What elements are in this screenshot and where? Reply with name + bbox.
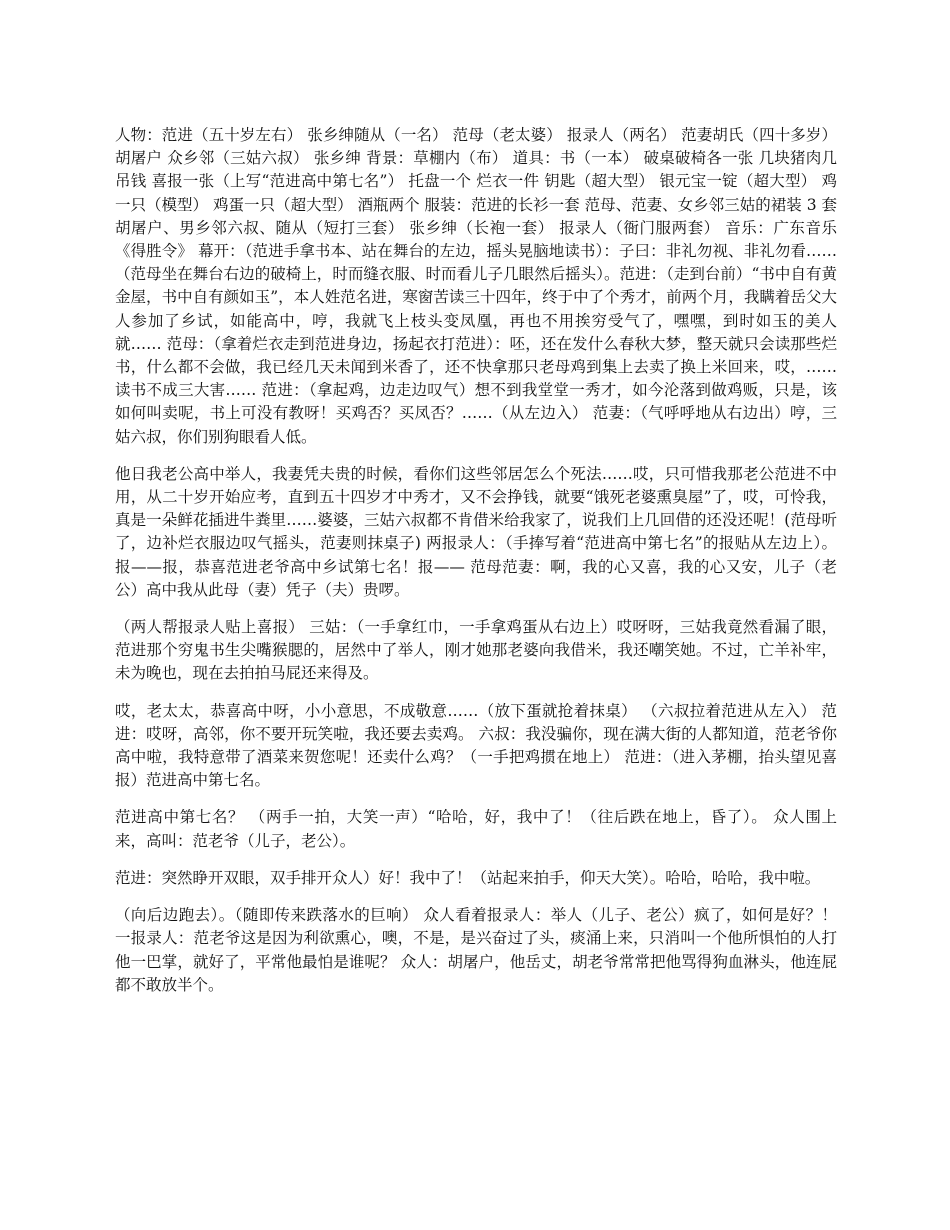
paragraph-1: 人物：范进（五十岁左右） 张乡绅随从（一名） 范母（老太婆） 报录人（两名） 范妻胡氏（四十多岁） 胡屠户 众乡邻（三姑六叔） 张乡绅 背景：草棚内（布） 道具：书（一本） 破桌破椅各一张 几块猪肉几吊钱 喜报一张（上写“范进高中第七名”） 托盘一个 烂衣一件 钥匙（超大型） 银元宝一锭（超大型） 鸡一只（模型） 鸡蛋一只（超大型） 酒瓶两个 服装：范进的长衫一套 范母、范妻、女乡邻三姑的裙装 3 套 胡屠户、男乡邻六叔、随从（短打三套） 张乡绅（长袍一套） 报录人（衙门服两套） 音乐：广东音乐《得胜令》 幕开：（范进手拿书本、站在舞台的左边，摇头晃脑地读书）：子曰：非礼勿视、非礼勿看……（范母坐在舞台右边的破椅上，时而缝衣服、时而看儿子几眼然后摇头）。范进：（走到台前）“书中自有黄金屋，书中自有颜如玉”，本人姓范名进，寒窗苦读三十四年，终于中了个秀才，前两个月，我瞒着岳父大人参加了乡试，如能高中，哼，我就飞上枝头变凤凰，再也不用挨穷受气了，嘿嘿，到时如玉的美人就…… 范母：（拿着烂衣走到范进身边，扬起衣打范进）：呸，还在发什么春秋大梦，整天就只会读那些烂书，什么都不会做，我已经几天未闻到米香了，还不快拿那只老母鸡到集上去卖了换上米回来，哎，……读书不成三大害…… 范进：（拿起鸡，边走边叹气）想不到我堂堂一秀才，如今沦落到做鸡贩，只是，该如何叫卖呢，书上可没有教呀！买鸡否？买凤否？……（从左边入） 范妻：（气呼呼地从右边出）哼，三姑六叔，你们别狗眼看人低。 xyxy=(115,126,837,446)
document-page xyxy=(115,124,837,1011)
paragraph-6: 范进：突然睁开双眼，双手排开众人）好！我中了！（站起来拍手，仰天大笑）。哈哈，哈哈，我中啦。 xyxy=(115,868,821,887)
paragraph-2: 他日我老公高中举人，我妻凭夫贵的时候，看你们这些邻居怎么个死法……哎，只可惜我那老公范进不中用，从二十岁开始应考，直到五十四岁才中秀才，又不会挣钱，就要“饿死老婆熏臭屋”了，哎，可怜我，真是一朵鲜花插进牛粪里……婆婆，三姑六叔都不肯借米给我家了，说我们上几回借的还没还呢！(范母听了，边补烂衣服边叹气摇头，范妻则抹桌子) 两报录人：（手捧写着“范进高中第七名”的报贴从左边上）。报——报，恭喜范进老爷高中乡试第七名！报—— 范母范妻：啊，我的心又喜，我的心又安，儿子（老公）高中我从此母（妻）凭子（夫）贵啰。 xyxy=(115,464,837,599)
paragraph-5: 范进高中第七名？ （两手一拍，大笑一声）“哈哈，好，我中了！（往后跌在地上，昏了）。 众人围上来，高叫：范老爷（儿子，老公）。 xyxy=(115,808,837,850)
paragraph-4: 哎，老太太，恭喜高中呀，小小意思，不成敬意……（放下蛋就抢着抹桌） （六叔拉着范进从左入） 范进：哎呀，高邻，你不要开玩笑啦，我还要去卖鸡。 六叔：我没骗你，现在满大街的人都知道，范老爷你高中啦，我特意带了酒菜来贺您呢！还卖什么鸡？（一手把鸡掼在地上） 范进：（进入茅棚，抬头望见喜报）范进高中第七名。 xyxy=(115,701,837,790)
paragraph-3: （两人帮报录人贴上喜报） 三姑：（一手拿红巾，一手拿鸡蛋从右边上）哎呀呀，三姑我竟然看漏了眼，范进那个穷鬼书生尖嘴猴腮的，居然中了举人，刚才她那老婆向我借米，我还嘲笑她。不过，亡羊补牢，未为晚也，现在去拍拍马屁还来得及。 xyxy=(115,618,837,683)
paragraph-7: （向后边跑去）。（随即传来跌落水的巨响） 众人看着报录人：举人（儿子、老公）疯了，如何是好？！ 一报录人：范老爷这是因为利欲熏心，噢，不是，是兴奋过了头，痰涌上来，只消叫一个他所惧怕的人打他一巴掌，就好了，平常他最怕是谁呢？ 众人：胡屠户，他岳丈，胡老爷常常把他骂得狗血淋头，他连屁都不敢放半个。 xyxy=(115,906,837,994)
